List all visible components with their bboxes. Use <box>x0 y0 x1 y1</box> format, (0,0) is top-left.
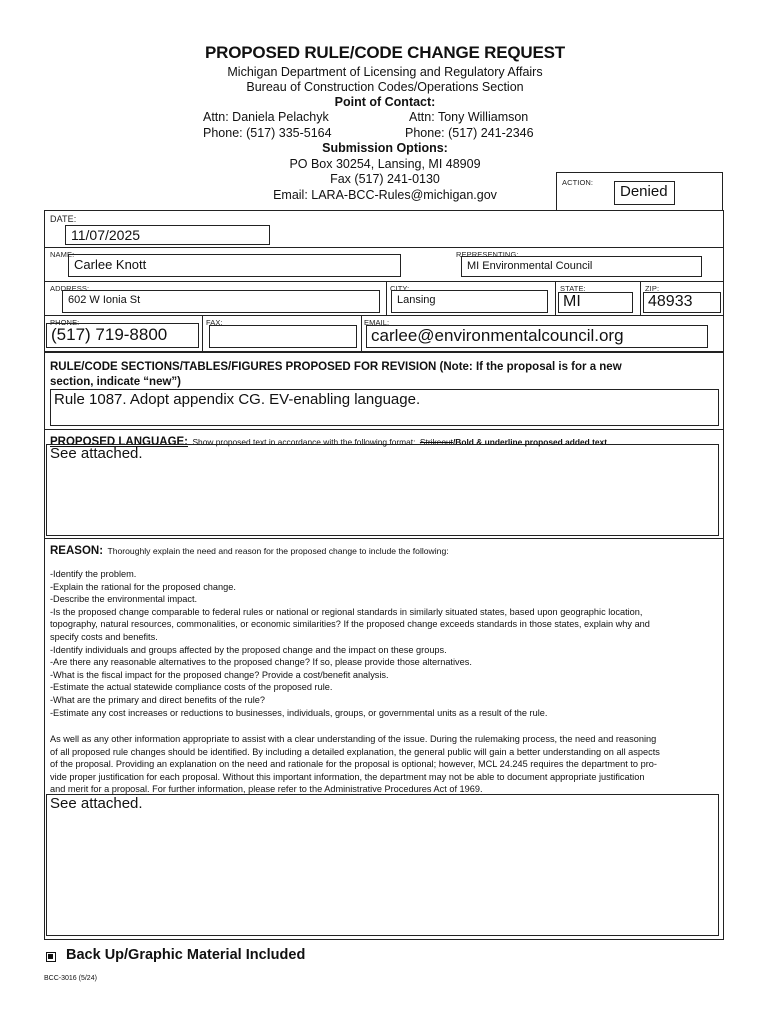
phone-label: PHONE: <box>50 318 80 327</box>
date-value: 11/07/2025 <box>71 227 141 243</box>
reason-item: -Estimate the actual statewide compliance costs of the proposed rule. <box>50 682 333 693</box>
divider <box>44 351 724 353</box>
divider <box>555 281 556 315</box>
form-number: BCC-3016 (5/24) <box>44 975 97 982</box>
phone-field[interactable] <box>46 323 199 348</box>
backup-material-checkbox[interactable] <box>46 952 56 962</box>
action-field[interactable] <box>614 181 675 205</box>
address-field[interactable] <box>62 290 380 313</box>
proposed-language-field[interactable] <box>46 444 719 536</box>
email-value: carlee@environmentalcouncil.org <box>371 326 624 345</box>
reason-paragraph-line: vide proper justification for each proposal. Without this important information, the department may not be able to document appropriate justification <box>50 771 645 782</box>
divider <box>44 315 724 316</box>
reason-header <box>50 541 449 559</box>
proposed-language-value: See attached. <box>50 445 143 462</box>
contact2-phone: Phone: (517) 241-2346 <box>405 126 534 140</box>
reason-field[interactable] <box>46 794 719 936</box>
city-value: Lansing <box>397 294 436 306</box>
reason-item: -Explain the rational for the proposed change. <box>50 581 236 592</box>
department-name: Michigan Department of Licensing and Regulatory Affairs <box>227 65 543 79</box>
zip-label: ZIP: <box>645 284 660 293</box>
divider <box>361 315 362 351</box>
divider <box>202 315 203 351</box>
date-label: DATE: <box>50 214 77 224</box>
reason-item: -Identify the problem. <box>50 569 137 579</box>
divider <box>44 281 724 282</box>
zip-field[interactable] <box>643 292 721 313</box>
divider <box>640 281 641 315</box>
email-field[interactable] <box>366 325 708 348</box>
divider <box>44 538 724 539</box>
form-title: PROPOSED RULE/CODE CHANGE REQUEST <box>205 43 565 62</box>
reason-items <box>50 568 650 719</box>
rule-section-heading-line1: RULE/CODE SECTIONS/TABLES/FIGURES PROPOSED FOR REVISION (Note: If the proposal is for a new <box>50 361 622 373</box>
representing-label: REPRESENTING: <box>456 250 519 259</box>
rule-section-heading-line2: section, indicate “new”) <box>50 376 181 388</box>
contact1-name: Attn: Daniela Pelachyk <box>203 110 329 124</box>
bold-underline-sample: /Bold & underline proposed added text <box>452 437 608 447</box>
state-field[interactable] <box>558 292 633 313</box>
fax-value <box>210 326 356 329</box>
reason-item: topography, natural resources, commonalities, or economic similarities? If the proposed change exceeds standards in those states, explain why and <box>50 619 650 630</box>
reason-instruction: Thoroughly explain the need and reason for the proposed change to include the following: <box>107 546 449 556</box>
state-value: MI <box>563 293 581 310</box>
fax-field[interactable] <box>209 325 357 348</box>
reason-item: -What are the primary and direct benefits of the rule? <box>50 694 265 705</box>
contact2-name: Attn: Tony Williamson <box>409 110 529 124</box>
address-value: 602 W Ionia St <box>68 294 141 306</box>
name-field[interactable] <box>68 254 401 277</box>
divider <box>44 247 724 248</box>
contact1-phone: Phone: (517) 335-5164 <box>203 126 332 140</box>
backup-material-label: Back Up/Graphic Material Included <box>66 947 306 963</box>
submission-options-heading: Submission Options: <box>322 141 448 155</box>
reason-paragraph-line: As well as any other information appropriate to assist with a clear understanding of the issue. During the rulemaking process, the need and reasoning <box>50 734 657 744</box>
reason-item: -What is the fiscal impact for the proposed change? Provide a cost/benefit analysis. <box>50 669 389 680</box>
submission-email: Email: LARA-BCC-Rules@michigan.gov <box>273 188 497 202</box>
fax-label: FAX: <box>206 318 223 327</box>
proposed-language-heading: PROPOSED LANGUAGE: <box>50 436 189 448</box>
point-of-contact-heading: Point of Contact: <box>334 95 436 109</box>
reason-item: specify costs and benefits. <box>50 631 158 642</box>
reason-item: -Is the proposed change comparable to federal rules or national or regional standards in similarly situated states, based upon geographic location, <box>50 606 643 617</box>
reason-paragraph-line: of all proposed rule changes should be identified. By including a detailed explanation, the general public will gain a better understanding on all aspects <box>50 746 660 757</box>
submission-fax: Fax (517) 241-0130 <box>330 172 440 186</box>
representing-value: MI Environmental Council <box>467 260 593 272</box>
rule-section-value: Rule 1087. Adopt appendix CG. EV-enabling language. <box>54 391 421 408</box>
proposed-language-instruction: Show proposed text in accordance with the following format: <box>192 437 416 447</box>
city-label: CITY: <box>390 284 410 293</box>
state-label: STATE: <box>560 284 586 293</box>
action-label: ACTION: <box>562 178 594 187</box>
reason-item: -Describe the environmental impact. <box>50 594 198 605</box>
divider <box>386 281 387 315</box>
bureau-name: Bureau of Construction Codes/Operations Section <box>246 80 524 94</box>
reason-heading: REASON: <box>50 545 104 557</box>
reason-paragraph-line: of the proposal. Providing an explanation on the need and rationale for the proposal is optional; however, MCL 24.245 requires the department to pro- <box>50 759 657 770</box>
date-field[interactable] <box>65 225 270 245</box>
email-label: EMAIL: <box>364 318 390 327</box>
divider <box>44 429 724 430</box>
reason-value: See attached. <box>50 795 143 812</box>
reason-paragraph <box>50 733 660 796</box>
name-label: NAME: <box>50 250 75 259</box>
po-box-address: PO Box 30254, Lansing, MI 48909 <box>289 157 481 171</box>
reason-item: -Estimate any cost increases or reductions to businesses, individuals, groups, or governmental units as a result of the rule. <box>50 707 548 718</box>
address-label: ADDRESS: <box>50 284 90 293</box>
rule-section-field[interactable] <box>50 389 719 426</box>
zip-value: 48933 <box>648 293 693 310</box>
phone-value: (517) 719-8800 <box>51 325 168 344</box>
city-field[interactable] <box>391 290 548 313</box>
strikeout-sample: Strikeout <box>419 437 453 447</box>
reason-paragraph-line: and merit for a proposal. For further information, please refer to the Administrative Procedures Act of 1969. <box>50 784 483 795</box>
name-value: Carlee Knott <box>74 257 147 272</box>
reason-item: -Are there any reasonable alternatives to the proposed change? If so, please provide those alternatives. <box>50 657 472 668</box>
action-value: Denied <box>620 183 668 200</box>
representing-field[interactable] <box>461 256 702 277</box>
reason-item: -Identify individuals and groups affected by the proposed change and the impact on these groups. <box>50 644 447 655</box>
